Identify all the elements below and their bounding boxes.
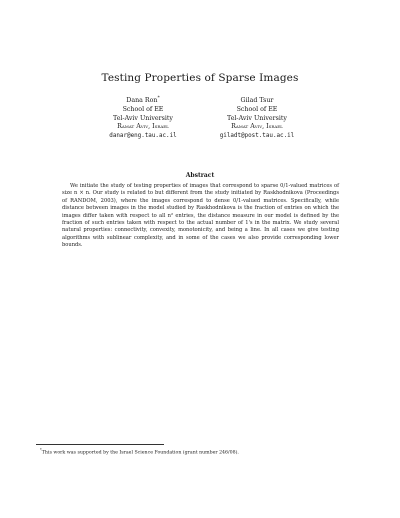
author-university: Tel-Aviv University [112,114,173,122]
author-email: danar@eng.tau.ac.il [109,132,177,139]
author-block [0,95,400,141]
footnote-text: This work was supported by the Israel Science Foundation (grant number 246/08). [41,450,239,456]
author-dept: School of EE [122,105,164,113]
author-2 [211,95,303,141]
author-location: Ramat Aviv, Israel [117,123,169,131]
abstract-body: We initiate the study of testing properties of images that correspond to sparse 0/1-valued matrices of size n × n. Our study is related to but different from the study initiated by Raskhodnikova (Proceedings of RANDOM, 2003), where the images correspond to dense 0/1-valued matrices. Specifically, while distance between images in the model studied by Raskhodnikova is the fraction of entries on which the images differ taken with respect to all n² entries, the distance measure in our model is defined by the fraction of such entries taken with respect to the actual number of 1's in the matrix. We study several natural properties: connectivity, convexity, monotonicity, and being a line. In all cases we give testing algorithms with sublinear complexity, and in some of the cases we also provide corresponding lower bounds. [62,183,339,249]
author-name: Dana Ron* [126,96,160,105]
footnote-mark: * [40,448,42,452]
paper-title: Testing Properties of Sparse Images [101,72,299,84]
footnote-rule [36,444,164,445]
author-email: giladt@post.tau.ac.il [219,132,295,139]
author-location: Ramat Aviv, Israel [231,123,283,131]
author-dept: School of EE [236,105,278,113]
footnote [40,447,360,457]
abstract-heading: Abstract [185,172,215,179]
author-1 [97,95,189,141]
author-name: Gilad Tsur [240,97,274,105]
author-university: Tel-Aviv University [226,114,287,122]
